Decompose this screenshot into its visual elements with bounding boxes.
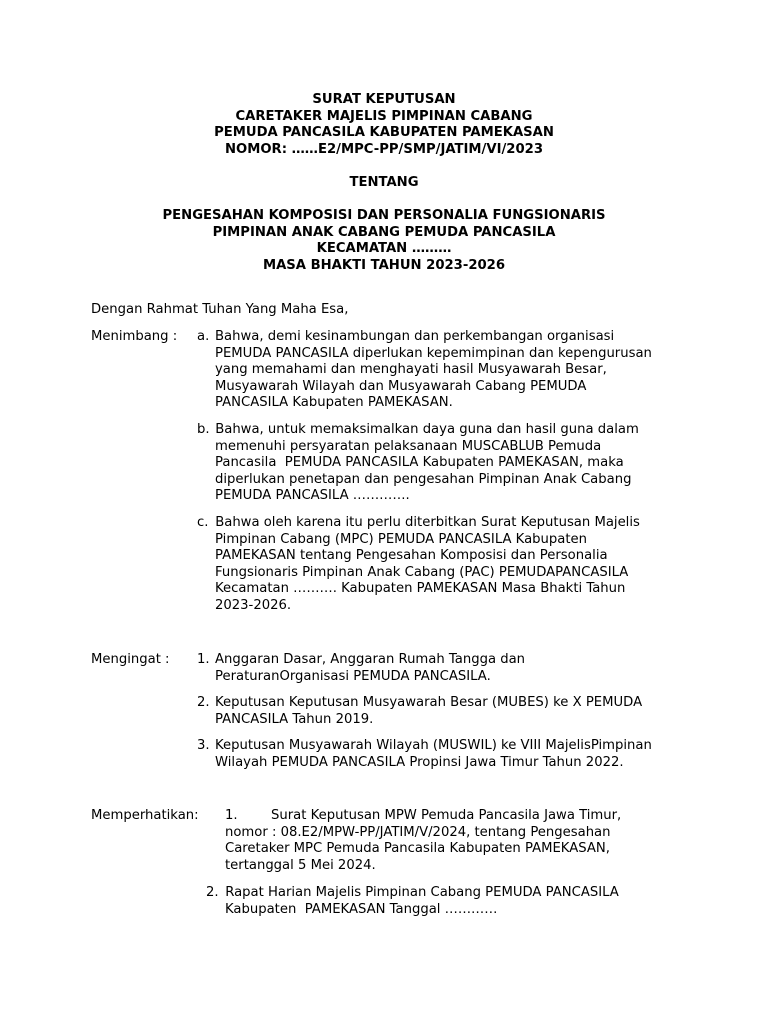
item-marker: 1. [225,808,238,823]
subject-line-4: MASA BHAKTI TAHUN 2023-2026 [262,258,506,273]
decree-number: NOMOR: ……E2/MPC-PP/SMP/JATIM/VI/2023 [224,142,544,157]
item-marker: 1. [197,652,210,667]
item-text: Anggaran Dasar, Anggaran Rumah Tangga dan PeraturanOrganisasi PEMUDA PANCASILA. [215,652,526,684]
item-text-continued: memenuhi persyaratan pelaksanaan MUSCABLUB Pemuda Pancasila PEMUDA PANCASILA Kabupaten PAMEKASAN, maka diperlukan penetapan dan pengesahan Pimpinan Anak Cabang PEMUDA PANCASILA …………. [215,438,632,504]
item-text-continued: Kabupaten PAMEKASAN Tanggal ………… [225,901,498,917]
item-marker: c. [197,515,209,530]
item-text: Bahwa, untuk memaksimalkan daya guna dan hasil guna dalam [211,422,639,437]
item-marker: a. [197,329,210,344]
item-marker: 3. [197,738,210,753]
item-text: Bahwa oleh karena itu perlu diterbitkan Surat Keputusan Majelis [211,515,640,530]
subject-line-1: PENGESAHAN KOMPOSISI DAN PERSONALIA FUNGSIONARIS [162,208,606,223]
item-text-continued: nomor : 08.E2/MPW-PP/JATIM/V/2024, tentang Pengesahan Caretaker MPC Pemuda Pancasila Kabupaten PAMEKASAN, tertanggal 5 Mei 2024. [225,824,611,873]
menimbang-label: Menimbang : [91,329,178,344]
item-text: Keputusan Keputusan Musyawarah Besar (MUBES) ke X PEMUDA PANCASILA Tahun 2019. [215,695,643,727]
opening-greeting: Dengan Rahmat Tuhan Yang Maha Esa, [91,302,349,317]
item-text: Surat Keputusan MPW Pemuda Pancasila Jawa Timur, [271,808,622,823]
header-line-3: PEMUDA PANCASILA KABUPATEN PAMEKASAN [214,125,554,140]
subject-line-3: KECAMATAN ……… [316,241,452,256]
item-text-continued: Pimpinan Cabang (MPC) PEMUDA PANCASILA Kabupaten PAMEKASAN tentang Pengesahan Komposisi dan Personalia Fungsionaris Pimpinan Anak Cabang (PAC) PEMUDAPANCASILA Kecamatan ………. Kabupaten PAMEKASAN Masa Bhakti Tahun 2023-2026. [215,531,629,613]
item-text: Keputusan Musyawarah Wilayah (MUSWIL) ke VIII MajelisPimpinan Wilayah PEMUDA PANCASILA Propinsi Jawa Timur Tahun 2022. [215,738,652,770]
item-marker: 2. [206,885,219,900]
memperhatikan-label: Memperhatikan: [91,808,199,823]
tentang-heading: TENTANG [349,175,419,190]
subject-line-2: PIMPINAN ANAK CABANG PEMUDA PANCASILA [212,225,556,240]
header-line-1: SURAT KEPUTUSAN [312,92,456,107]
item-marker: b. [197,422,210,437]
item-text: Bahwa, demi kesinambungan dan perkembangan organisasi PEMUDA PANCASILA diperlukan kepemimpinan dan kepengurusan yang memahami dan menghayati hasil Musyawarah Besar, Musyawarah Wilayah dan Musyawarah Cabang PEMUDA PANCASILA Kabupaten PAMEKASAN. [215,329,652,411]
mengingat-label: Mengingat : [91,652,170,667]
header-line-2: CARETAKER MAJELIS PIMPINAN CABANG [235,109,533,124]
item-marker: 2. [197,695,210,710]
item-text: Rapat Harian Majelis Pimpinan Cabang PEMUDA PANCASILA [221,885,619,900]
